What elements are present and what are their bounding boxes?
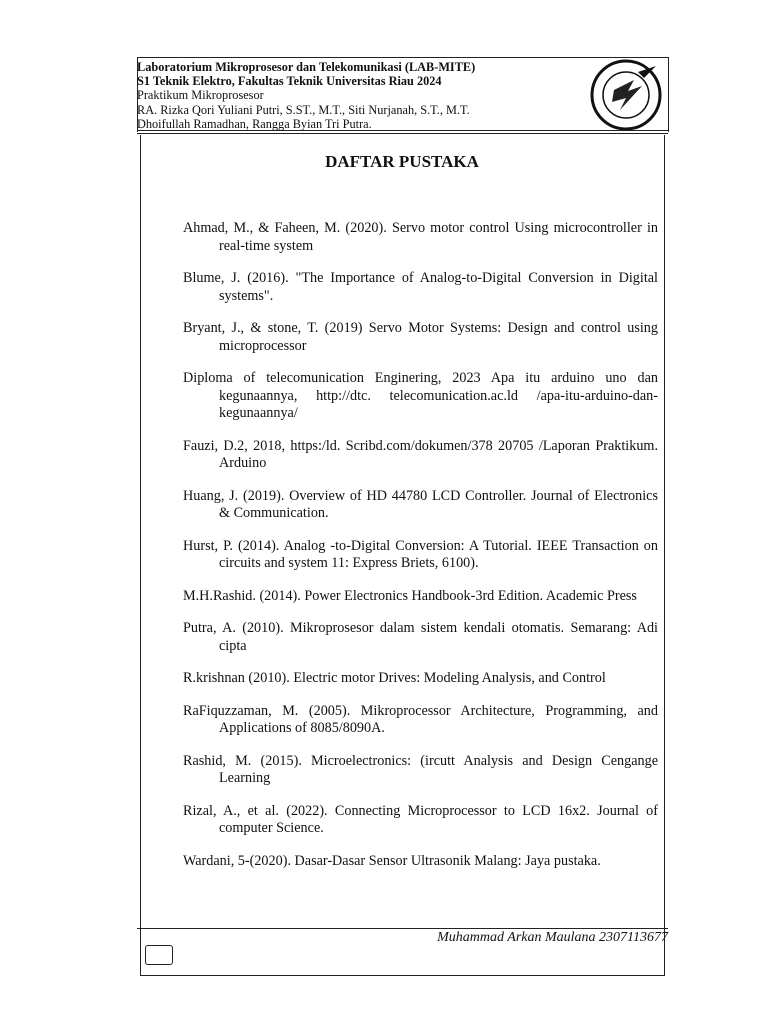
reference-item: Ahmad, M., & Faheen, M. (2020). Servo motor control Using microcontroller in real-time system bbox=[183, 220, 658, 254]
reference-item: Fauzi, D.2, 2018, https:/ld. Scribd.com/dokumen/378 20705 /Laporan Praktikum. Arduino bbox=[183, 437, 658, 471]
lab-logo-icon bbox=[584, 58, 668, 132]
reference-item: Rashid, M. (2015). Microelectronics: (ircutt Analysis and Design Cengange Learning bbox=[183, 752, 658, 786]
header-assistants: Dhoifullah Ramadhan, Rangga Byian Tri Putra. bbox=[137, 117, 372, 131]
reference-item: Blume, J. (2016). "The Importance of Analog-to-Digital Conversion in Digital systems". bbox=[183, 270, 658, 304]
page-number-box bbox=[145, 945, 173, 965]
reference-item: Huang, J. (2019). Overview of HD 44780 LCD Controller. Journal of Electronics & Communication. bbox=[183, 487, 658, 521]
reference-list bbox=[183, 220, 658, 885]
reference-item: Putra, A. (2010). Mikroprosesor dalam sistem kendali otomatis. Semarang: Adi cipta bbox=[183, 620, 658, 654]
header-lab-name: Laboratorium Mikroprosesor dan Telekomunikasi (LAB-MITE) bbox=[137, 60, 476, 74]
reference-item: RaFiquzzaman, M. (2005). Mikroprocessor Architecture, Programming, and Applications of 8085/8090A. bbox=[183, 702, 658, 736]
footer-rule bbox=[137, 928, 668, 929]
reference-item: Diploma of telecomunication Enginering, 2023 Apa itu arduino uno dan kegunaannya, http://dtc. telecomunication.ac.ld /apa-itu-arduino-dan-kegunaannya/ bbox=[183, 370, 658, 421]
header-faculty: S1 Teknik Elektro, Fakultas Teknik Universitas Riau 2024 bbox=[137, 74, 442, 88]
reference-item: R.krishnan (2010). Electric motor Drives: Modeling Analysis, and Control bbox=[183, 670, 606, 686]
header-lecturers: RA. Rizka Qori Yuliani Putri, S.ST., M.T., Siti Nurjanah, S.T., M.T. bbox=[137, 103, 470, 117]
reference-item: Rizal, A., et al. (2022). Connecting Microprocessor to LCD 16x2. Journal of computer Science. bbox=[183, 802, 658, 836]
reference-item: Hurst, P. (2014). Analog -to-Digital Conversion: A Tutorial. IEEE Transaction on circuits and system 11: Express Briets, 6100). bbox=[183, 537, 658, 571]
header-course: Praktikum Mikroprosesor bbox=[137, 88, 264, 102]
reference-item: Bryant, J., & stone, T. (2019) Servo Motor Systems: Design and control using microprocessor bbox=[183, 320, 658, 354]
reference-item: M.H.Rashid. (2014). Power Electronics Handbook-3rd Edition. Academic Press bbox=[183, 587, 637, 604]
reference-item: Wardani, 5-(2020). Dasar-Dasar Sensor Ultrasonik Malang: Jaya pustaka. bbox=[183, 852, 601, 869]
header-rule bbox=[137, 130, 668, 131]
footer-author: Muhammad Arkan Maulana 2307113677 bbox=[437, 930, 668, 945]
header-rule bbox=[137, 133, 668, 134]
page-title: DAFTAR PUSTAKA bbox=[325, 152, 479, 171]
